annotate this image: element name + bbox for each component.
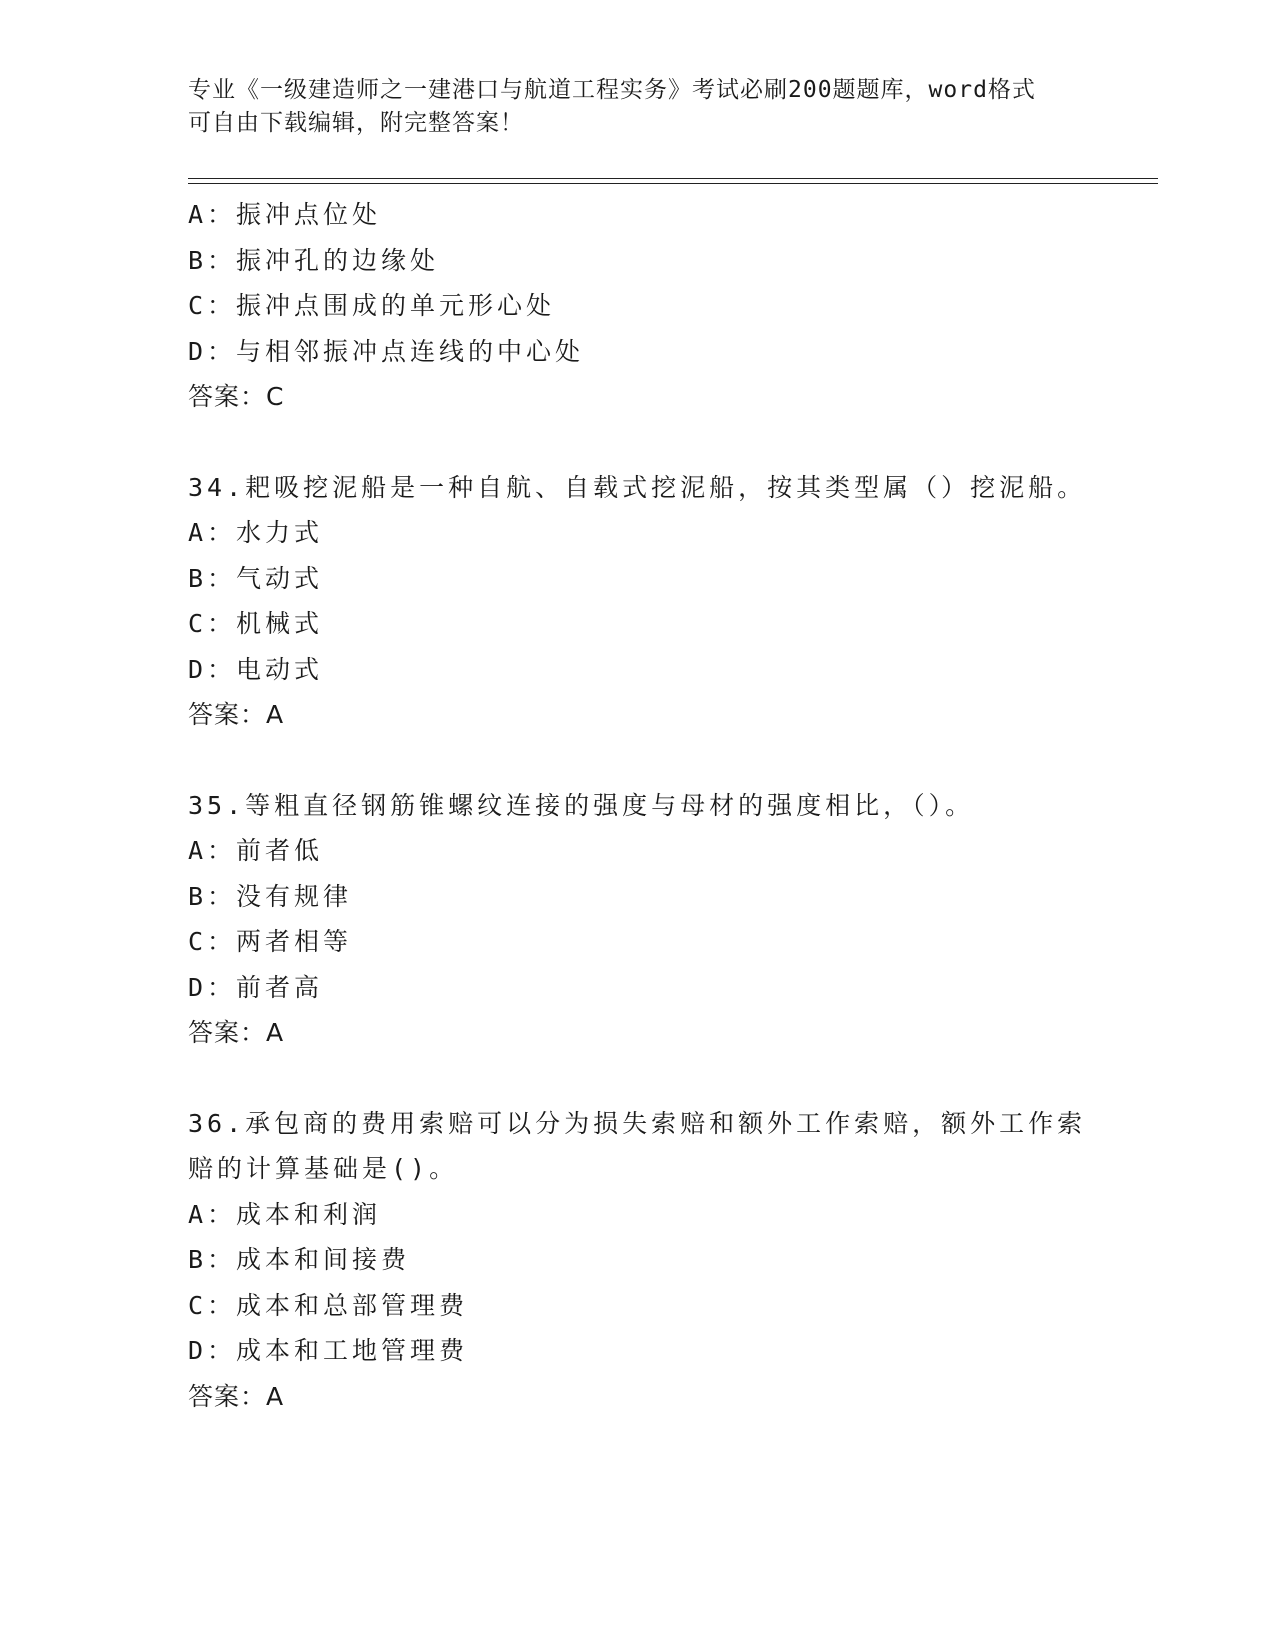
answer: 答案：A bbox=[188, 700, 285, 729]
option-a: A：成本和利润 bbox=[188, 1199, 382, 1229]
answer: 答案：A bbox=[188, 1381, 285, 1411]
header-divider-bottom bbox=[188, 183, 1158, 184]
option-c: C：振冲点围成的单元形心处 bbox=[188, 291, 556, 320]
answer: 答案：A bbox=[188, 1018, 285, 1047]
spacer bbox=[188, 1056, 1088, 1101]
question-34 bbox=[188, 465, 1088, 738]
question-stem: 34.耙吸挖泥船是一种自航、自载式挖泥船，按其类型属（）挖泥船。 bbox=[188, 472, 1087, 502]
question-stem: 35.等粗直径钢筋锥螺纹连接的强度与母材的强度相比，（）。 bbox=[188, 790, 975, 820]
option-a: A：振冲点位处 bbox=[188, 200, 382, 229]
answer: 答案：C bbox=[188, 382, 285, 411]
option-c: C：成本和总部管理费 bbox=[188, 1290, 469, 1320]
option-d: D：电动式 bbox=[188, 654, 324, 684]
option-b: B：振冲孔的边缘处 bbox=[188, 245, 440, 275]
question-stem-line-2: 赔的计算基础是()。 bbox=[188, 1154, 459, 1183]
option-d: D：成本和工地管理费 bbox=[188, 1336, 469, 1365]
option-c: C：两者相等 bbox=[188, 927, 353, 956]
option-b: B：成本和间接费 bbox=[188, 1245, 411, 1274]
question-35 bbox=[188, 783, 1088, 1056]
option-b: B：气动式 bbox=[188, 563, 324, 593]
option-a: A：水力式 bbox=[188, 518, 324, 547]
option-d: D：前者高 bbox=[188, 972, 324, 1002]
spacer bbox=[188, 420, 1088, 465]
option-c: C：机械式 bbox=[188, 609, 324, 638]
question-stem-line-1: 36.承包商的费用索赔可以分为损失索赔和额外工作索赔，额外工作索 bbox=[188, 1108, 1087, 1138]
header-line-1: 专业《一级建造师之一建港口与航道工程实务》考试必刷200题题库，word格式 bbox=[188, 77, 1036, 103]
spacer bbox=[188, 738, 1088, 783]
document-header bbox=[188, 74, 1088, 140]
option-b: B：没有规律 bbox=[188, 881, 353, 911]
header-line-2: 可自由下载编辑，附完整答案！ bbox=[188, 110, 524, 136]
header-divider-top bbox=[188, 178, 1158, 179]
question-33-partial bbox=[188, 192, 1088, 420]
question-36 bbox=[188, 1101, 1088, 1420]
question-list bbox=[188, 192, 1088, 1419]
option-a: A：前者低 bbox=[188, 836, 324, 865]
option-d: D：与相邻振冲点连线的中心处 bbox=[188, 336, 585, 366]
